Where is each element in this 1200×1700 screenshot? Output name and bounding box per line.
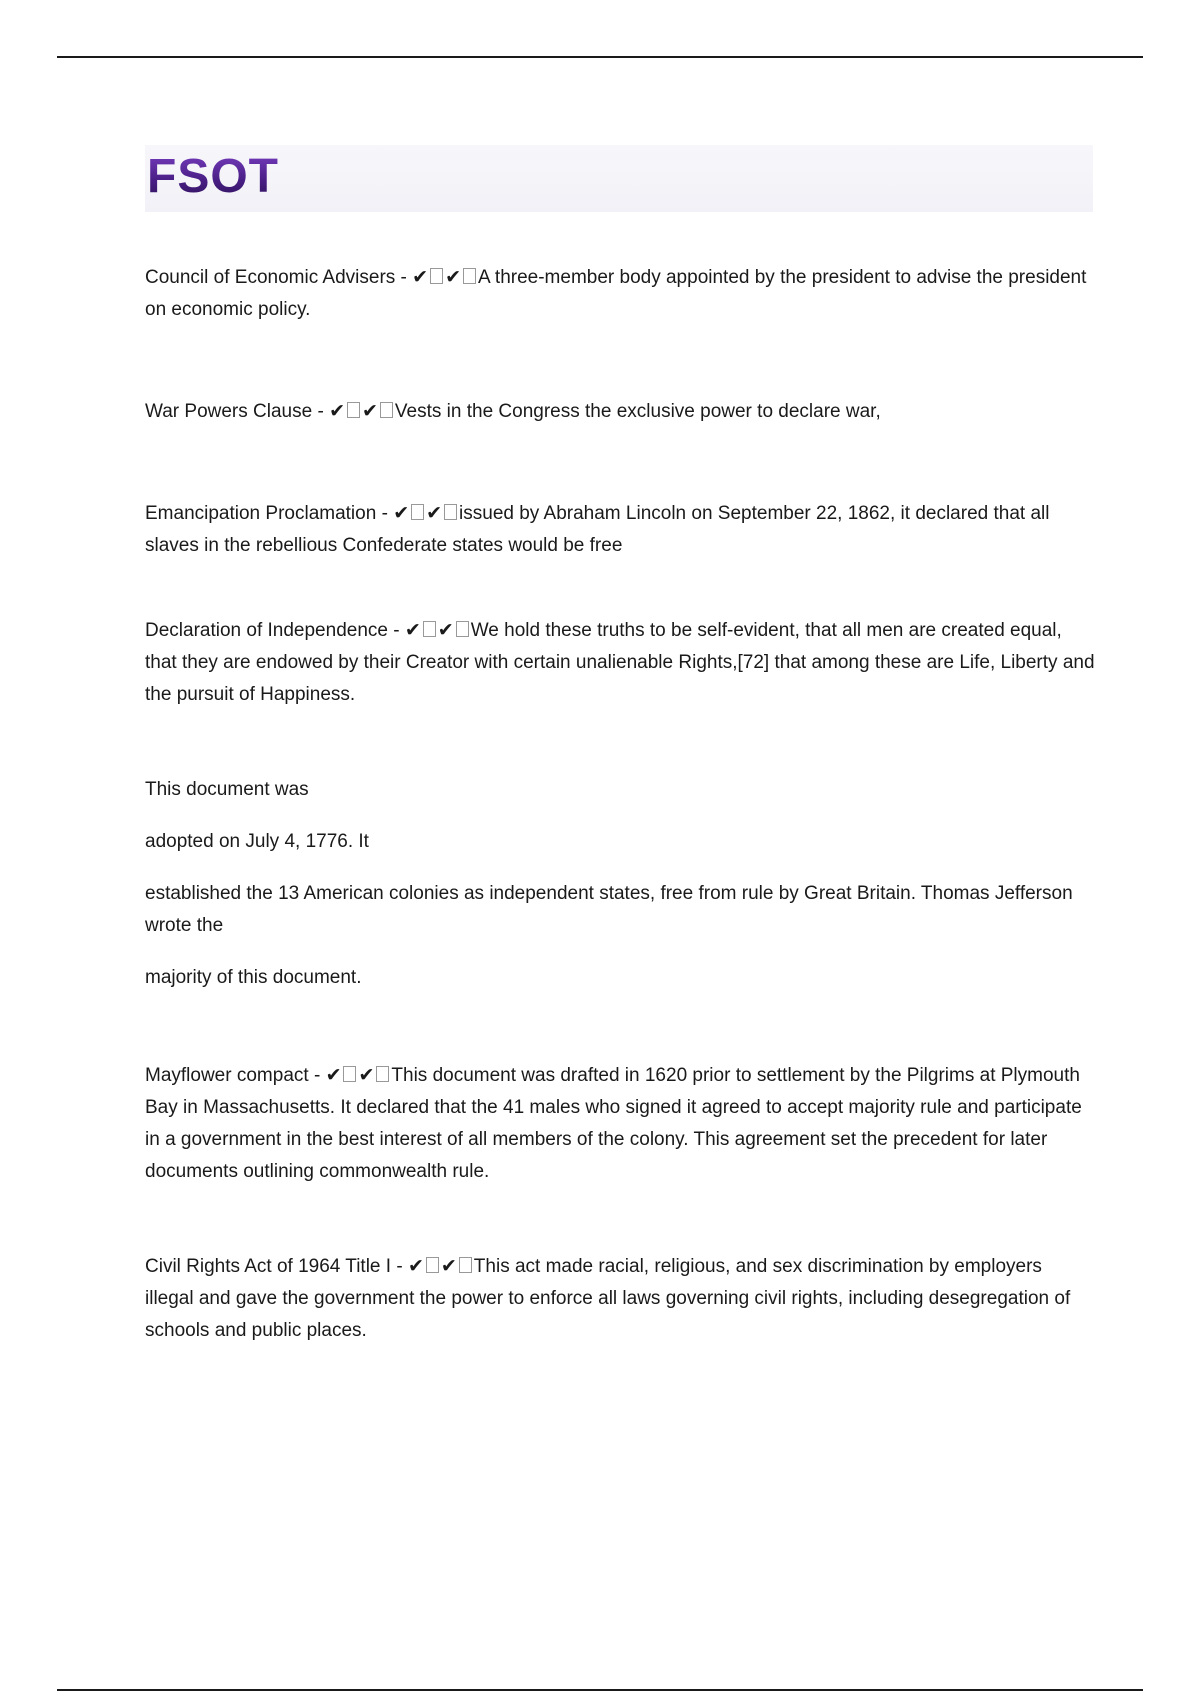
entry-separator: - [308,1065,326,1086]
entry-separator: - [312,401,330,422]
paragraph-group [145,774,1095,994]
header-banner [145,145,1093,212]
entry-definition: issued by Abraham Lincoln on September 22, 1862, it declared that all slaves in the rebellious Confederate states would be free [145,503,1050,556]
entry-council-of-economic-advisers [145,262,1095,326]
paragraph: adopted on July 4, 1776. It [145,831,369,852]
entry-definition: This document was drafted in 1620 prior to settlement by the Pilgrims at Plymouth Bay in Massachusetts. It declared that the 41 males who signed it agreed to accept majority rule and participate in a government in the best interest of all members of the colony. This agreement set the precedent for later documents outlining commonwealth rule. [145,1065,1082,1182]
entry-mayflower-compact [145,1060,1095,1188]
entry-civil-rights-act-1964 [145,1251,1095,1347]
banner-title: FSOT [147,150,279,203]
entry-separator: - [387,620,405,641]
entry-declaration-of-independence [145,615,1095,711]
check-mark-icon: ✔ ✔ [408,1256,474,1277]
entry-definition: A three-member body appointed by the president to advise the president on economic policy. [145,267,1087,320]
entry-definition: We hold these truths to be self-evident, that all men are created equal, that they are endowed by their Creator with certain unalienable Rights,[72] that among these are Life, Liberty and the pursuit of Happiness. [145,620,1095,705]
entry-term: War Powers Clause [145,401,313,422]
entry-term: Mayflower compact [145,1065,309,1086]
entry-war-powers-clause [145,396,1095,428]
check-mark-icon: ✔ ✔ [326,1065,392,1086]
document-body [145,262,1095,1417]
entry-term: Emancipation Proclamation [145,503,377,524]
entry-definition: Vests in the Congress the exclusive power to declare war, [394,401,881,422]
entry-separator: - [391,1256,408,1277]
paragraph: This document was [145,779,309,800]
check-mark-icon: ✔ ✔ [412,267,478,288]
entry-term: Council of Economic Advisers [145,267,396,288]
check-mark-icon: ✔ ✔ [329,401,395,422]
entry-emancipation-proclamation [145,498,1095,562]
check-mark-icon: ✔ ✔ [405,620,471,641]
entry-separator: - [395,267,413,288]
entry-term: Declaration of Independence [145,620,388,641]
paragraph: majority of this document. [145,967,362,988]
entry-term: Civil Rights Act of 1964 Title I [145,1256,392,1277]
top-rule [57,56,1143,58]
entry-definition: This act made racial, religious, and sex discrimination by employers illegal and gave the government the power to enforce all laws governing civil rights, including desegregation of schools and public places. [145,1256,1071,1341]
paragraph: established the 13 American colonies as independent states, free from rule by Great Britain. Thomas Jefferson wrote the [145,883,1073,936]
entry-separator: - [376,503,394,524]
bottom-rule [57,1689,1143,1691]
check-mark-icon: ✔ ✔ [393,503,459,524]
